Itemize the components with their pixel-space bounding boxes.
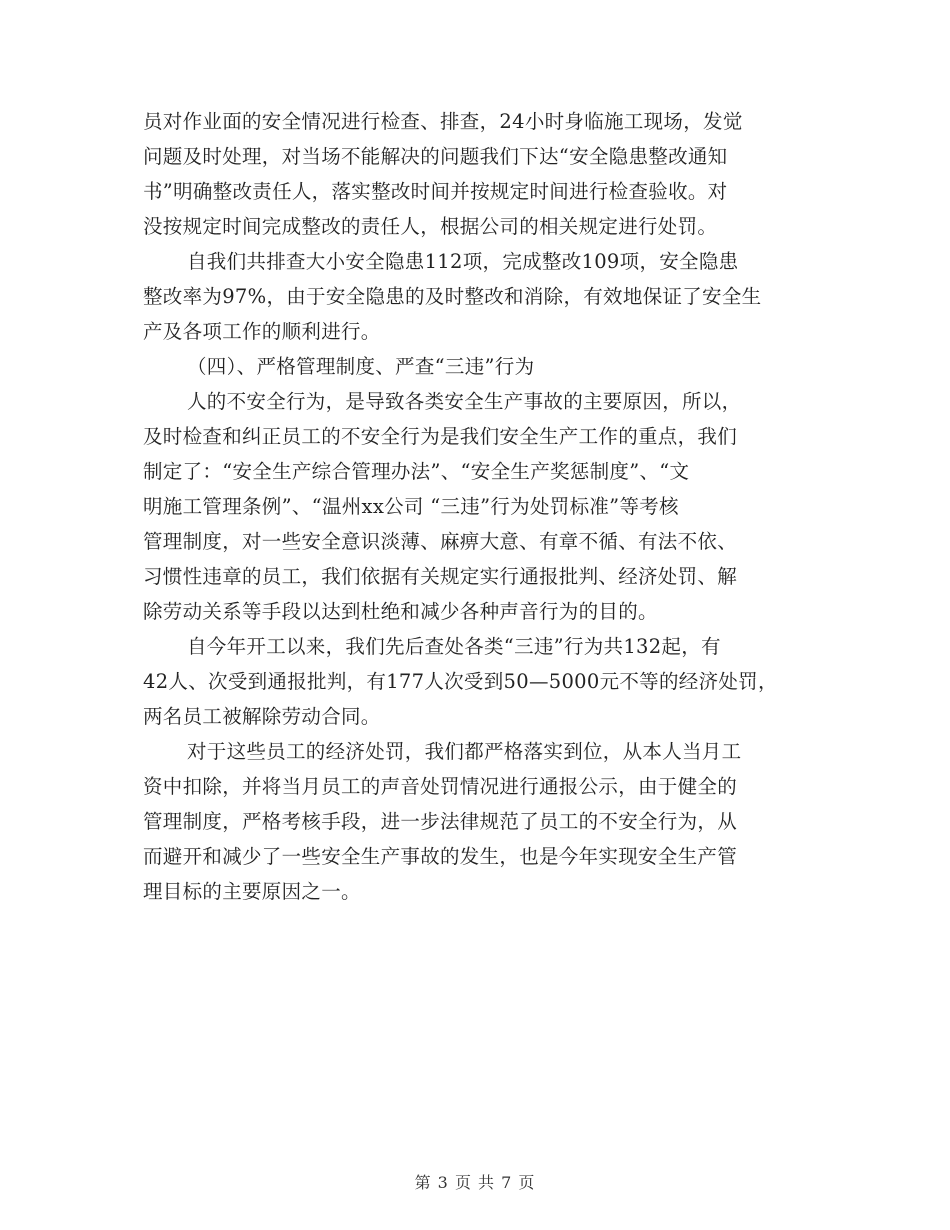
section-heading: （四）、严格管理制度、严查“三违”行为 xyxy=(187,355,535,378)
text-line: 问题及时处理，对当场不能解决的问题我们下达“安全隐患整改通知 xyxy=(143,145,728,168)
paragraph-start-line: 自我们共排查大小安全隐患112项，完成整改109项，安全隐患 xyxy=(187,250,739,273)
text-line: 没按规定时间完成整改的责任人，根据公司的相关规定进行处罚。 xyxy=(143,215,718,238)
text-line: 及时检查和纠正员工的不安全行为是我们安全生产工作的重点，我们 xyxy=(143,425,738,448)
paragraph-start-line: 自今年开工以来，我们先后查处各类“三违”行为共132起，有 xyxy=(187,635,721,658)
text-line: 除劳动关系等手段以达到杜绝和减少各种声音行为的目的。 xyxy=(143,600,658,623)
page-number-footer: 第 3 页 共 7 页 xyxy=(414,1173,536,1192)
text-line: 习惯性违章的员工，我们依据有关规定实行通报批判、经济处罚、解 xyxy=(143,565,738,588)
text-line: 员对作业面的安全情况进行检查、排查，24小时身临施工现场，发觉 xyxy=(143,110,743,133)
text-line: 两名员工被解除劳动合同。 xyxy=(143,705,381,728)
text-line: 整改率为97%，由于安全隐患的及时整改和消除，有效地保证了安全生 xyxy=(143,285,762,308)
text-line: 理目标的主要原因之一。 xyxy=(143,880,361,903)
text-line: 资中扣除，并将当月员工的声音处罚情况进行通报公示，由于健全的 xyxy=(143,775,738,798)
text-line: 管理制度，严格考核手段，进一步法律规范了员工的不安全行为，从 xyxy=(143,810,738,833)
document-body xyxy=(143,104,813,909)
text-line: 制定了：“安全生产综合管理办法”、“安全生产奖惩制度”、“文 xyxy=(143,460,690,483)
text-line: 而避开和减少了一些安全生产事故的发生，也是今年实现安全生产管 xyxy=(143,845,738,868)
paragraph-start-line: 人的不安全行为，是导致各类安全生产事故的主要原因，所以， xyxy=(187,390,742,413)
text-line: 明施工管理条例”、“温州xx公司 “三违”行为处罚标准”等考核 xyxy=(143,495,679,518)
text-line: 42人、次受到通报批判，有177人次受到50—5000元不等的经济处罚， xyxy=(143,670,778,693)
text-line: 产及各项工作的顺利进行。 xyxy=(143,320,381,343)
paragraph-start-line: 对于这些员工的经济处罚，我们都严格落实到位，从本人当月工 xyxy=(187,740,742,763)
text-line: 管理制度，对一些安全意识淡薄、麻痹大意、有章不循、有法不依、 xyxy=(143,530,738,553)
text-line: 书”明确整改责任人，落实整改时间并按规定时间进行检查验收。对 xyxy=(143,180,728,203)
